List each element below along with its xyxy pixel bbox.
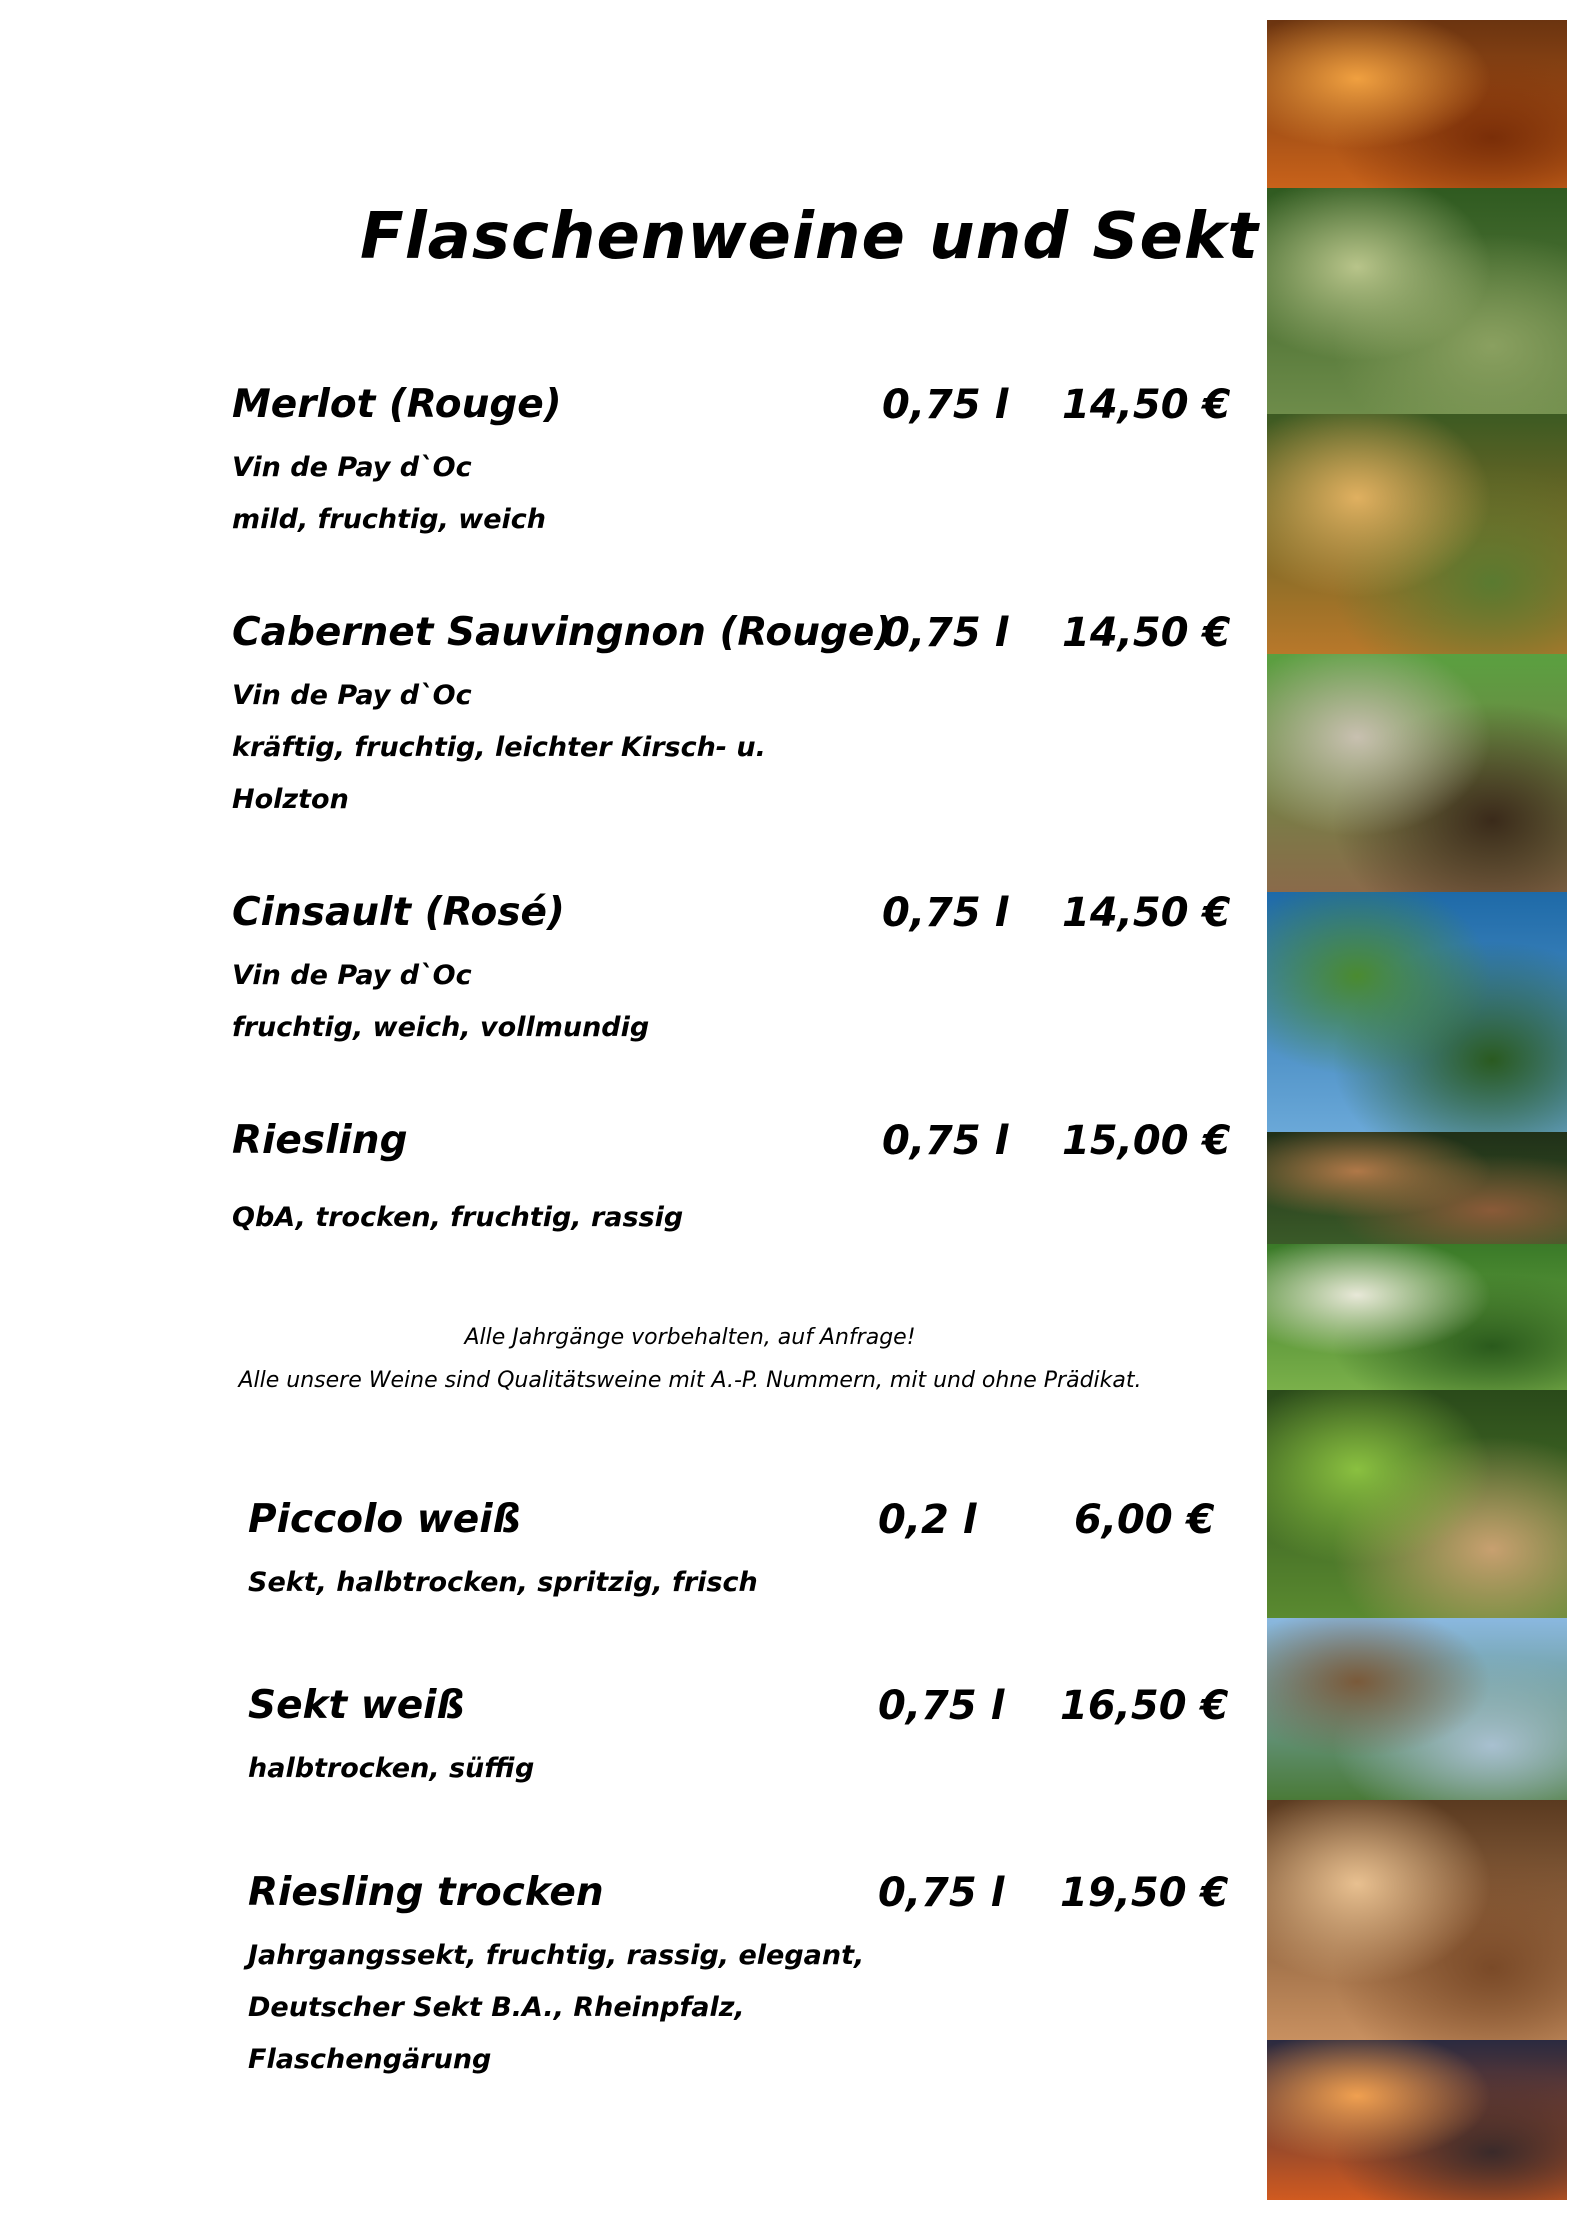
sekt-item-piccolo	[248, 1497, 1288, 1607]
page-title: Flaschenweine und Sekt	[360, 200, 1259, 274]
sekt-desc-line: Flaschengärung	[248, 2044, 492, 2075]
wine-volume: 0,75 l	[882, 610, 1009, 656]
sekt-name: Sekt weiß	[248, 1683, 465, 1728]
wine-desc-line: fruchtig, weich, vollmundig	[232, 1012, 650, 1043]
sekt-name: Piccolo weiß	[248, 1497, 521, 1542]
sekt-desc-line: Deutscher Sekt B.A., Rheinpfalz,	[248, 1992, 745, 2023]
wine-volume: 0,75 l	[882, 890, 1009, 936]
sunset-horizon-photo	[1267, 2040, 1567, 2200]
sekt-price: 16,50 €	[1060, 1683, 1229, 1729]
sekt-item-weiss	[248, 1683, 1288, 1793]
sekt-price: 6,00 €	[1074, 1497, 1215, 1543]
wine-item-merlot	[232, 382, 1272, 542]
wine-price: 14,50 €	[1062, 890, 1231, 936]
sekt-desc-line: Jahrgangssekt, fruchtig, rassig, elegant,	[248, 1940, 865, 1971]
sekt-volume: 0,75 l	[878, 1870, 1005, 1916]
autumn-rocks-photo	[1267, 20, 1567, 188]
sekt-volume: 0,75 l	[878, 1683, 1005, 1729]
wine-item-cabernet	[232, 610, 1272, 820]
sekt-volume: 0,2 l	[878, 1497, 977, 1543]
deer-info-boards-photo	[1267, 188, 1567, 414]
autumn-park-bench-photo	[1267, 414, 1567, 654]
wine-desc-line: QbA, trocken, fruchtig, rassig	[232, 1202, 684, 1233]
wine-price: 15,00 €	[1062, 1118, 1231, 1164]
wine-desc-line: kräftig, fruchtig, leichter Kirsch- u.	[232, 732, 766, 763]
sekt-desc-line: Sekt, halbtrocken, spritzig, frisch	[248, 1567, 758, 1598]
wild-boar-photo	[1267, 1800, 1567, 2040]
wine-item-cinsault	[232, 890, 1272, 1050]
wine-desc-line: mild, fruchtig, weich	[232, 504, 547, 535]
garden-boat-photo	[1267, 1244, 1567, 1390]
wine-volume: 0,75 l	[882, 382, 1009, 428]
wine-name: Riesling	[232, 1118, 408, 1163]
wine-volume: 0,75 l	[882, 1118, 1009, 1164]
quality-note: Alle unsere Weine sind Qualitätsweine mit A.-P. Nummern, mit und ohne Prädikat.	[238, 1368, 1142, 1393]
wine-desc-line: Vin de Pay d`Oc	[232, 452, 472, 483]
wine-desc-line: Holzton	[232, 784, 349, 815]
wine-price: 14,50 €	[1062, 382, 1231, 428]
photo-strip	[1267, 20, 1567, 2200]
rock-viewpoint-photo	[1267, 1618, 1567, 1800]
wine-desc-line: Vin de Pay d`Oc	[232, 960, 472, 991]
sekt-item-riesling-trocken	[248, 1870, 1288, 2090]
wine-name: Cinsault (Rosé)	[232, 890, 565, 935]
wine-name: Merlot (Rouge)	[232, 382, 562, 427]
deer-meadow-photo	[1267, 1390, 1567, 1618]
sekt-price: 19,50 €	[1060, 1870, 1229, 1916]
stag-beetle-photo	[1267, 654, 1567, 892]
wine-item-riesling	[232, 1118, 1272, 1248]
pine-valley-photo	[1267, 892, 1567, 1132]
vintage-note: Alle Jahrgänge vorbehalten, auf Anfrage!	[464, 1325, 916, 1350]
deer-herd-photo	[1267, 1132, 1567, 1244]
sekt-name: Riesling trocken	[248, 1870, 604, 1915]
wine-price: 14,50 €	[1062, 610, 1231, 656]
wine-desc-line: Vin de Pay d`Oc	[232, 680, 472, 711]
wine-name: Cabernet Sauvingnon (Rouge)	[232, 610, 893, 655]
sekt-desc-line: halbtrocken, süffig	[248, 1753, 535, 1784]
